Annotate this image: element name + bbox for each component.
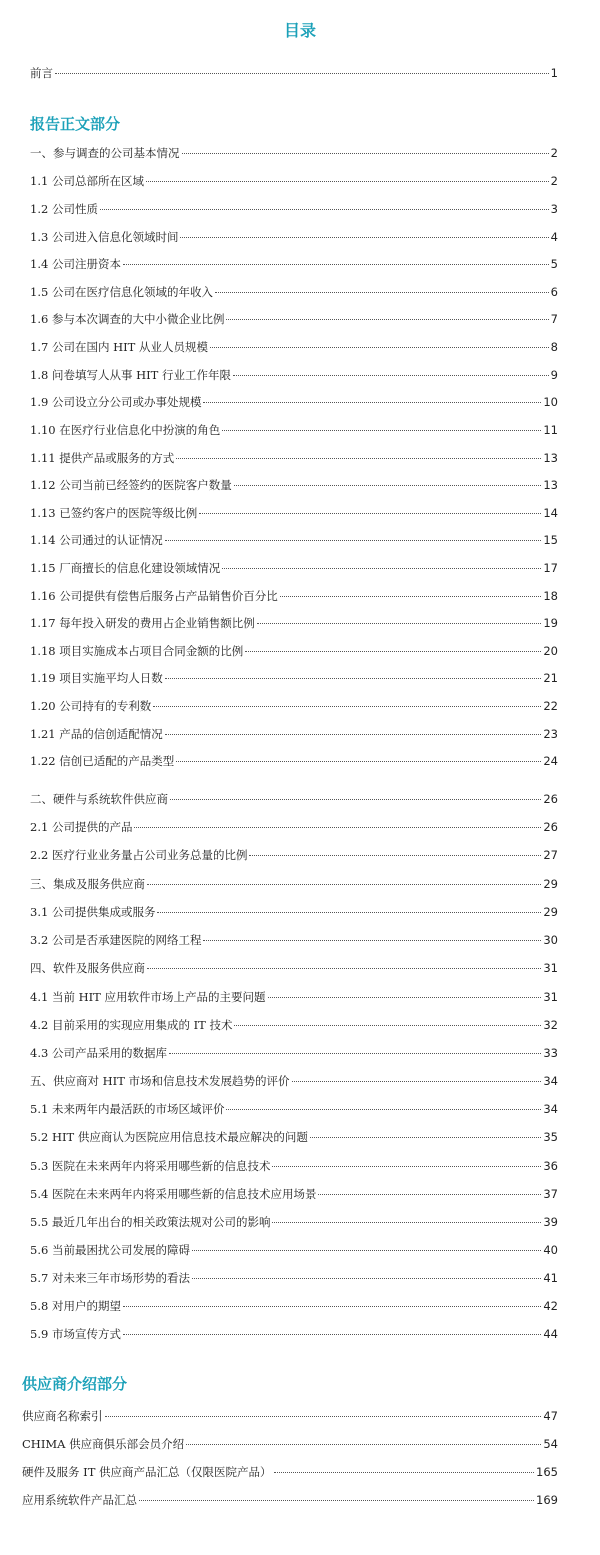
toc-entry-label: 1.4 公司注册资本 [30, 257, 121, 271]
dot-leader [176, 761, 541, 762]
toc-entry[interactable] [30, 960, 558, 976]
toc-entry[interactable] [22, 1464, 558, 1480]
toc-entry[interactable] [30, 670, 558, 686]
toc-entry-label: 1.16 公司提供有偿售后服务占产品销售价百分比 [30, 589, 278, 603]
toc-entry-label: 一、参与调查的公司基本情况 [30, 146, 180, 160]
toc-entry-label: 1.12 公司当前已经签约的医院客户数量 [30, 478, 232, 492]
toc-entry[interactable] [30, 229, 558, 245]
toc-entry-page: 36 [543, 1159, 558, 1173]
toc-entry[interactable] [30, 698, 558, 714]
toc-entry[interactable] [30, 145, 558, 161]
toc-entry-page: 27 [543, 848, 558, 862]
toc-entry-label: 应用系统软件产品汇总 [22, 1493, 137, 1507]
toc-entry-page: 15 [543, 533, 558, 547]
toc-entry-page: 26 [543, 792, 558, 806]
toc-entry[interactable] [30, 311, 558, 327]
toc-entry-label: 1.15 厂商擅长的信息化建设领域情况 [30, 561, 221, 575]
toc-entry-page: 40 [543, 1243, 558, 1257]
dot-leader [292, 1081, 542, 1082]
toc-entry[interactable] [30, 588, 558, 604]
toc-entry-page: 24 [543, 754, 558, 768]
toc-entry-page: 4 [550, 230, 558, 244]
toc-entry[interactable] [30, 339, 558, 355]
toc-entry-page: 11 [543, 423, 558, 437]
toc-entry-label: 1.2 公司性质 [30, 202, 98, 216]
toc-entry-label: 2.1 公司提供的产品 [30, 820, 133, 834]
dot-leader [165, 734, 542, 735]
toc-entry-page: 21 [543, 671, 558, 685]
dot-leader [55, 73, 549, 74]
toc-entry-label: 4.3 公司产品采用的数据库 [30, 1046, 167, 1060]
toc-entry-page: 17 [543, 561, 558, 575]
toc-entry[interactable] [30, 450, 558, 466]
toc-entry-page: 31 [543, 990, 558, 1004]
toc-entry[interactable] [30, 1129, 558, 1145]
toc-entry-page: 169 [536, 1493, 558, 1507]
dot-leader [234, 485, 542, 486]
dot-leader [100, 209, 549, 210]
toc-entry[interactable] [30, 477, 558, 493]
toc-entry-page: 35 [543, 1130, 558, 1144]
toc-entry[interactable] [30, 422, 558, 438]
toc-entry-label: 1.8 问卷填写人从事 HIT 行业工作年限 [30, 368, 231, 382]
toc-entry-page: 5 [550, 257, 558, 271]
dot-leader [134, 827, 541, 828]
dot-leader [165, 678, 542, 679]
dot-leader [203, 402, 541, 403]
toc-entry-label: 五、供应商对 HIT 市场和信息技术发展趋势的评价 [30, 1074, 290, 1088]
toc-entry[interactable] [30, 1298, 558, 1314]
dot-leader [249, 855, 541, 856]
toc-entry-page: 3 [550, 202, 558, 216]
toc-entry-label: 前言 [30, 66, 53, 80]
toc-entry-label: 1.10 在医疗行业信息化中扮演的角色 [30, 423, 221, 437]
toc-entry-page: 26 [543, 820, 558, 834]
dot-leader [182, 153, 549, 154]
dot-leader [139, 1500, 534, 1501]
dot-leader [147, 884, 541, 885]
toc-entry[interactable] [30, 847, 558, 863]
toc-entry-label: 四、软件及服务供应商 [30, 961, 145, 975]
toc-entry-label: 1.3 公司进入信息化领域时间 [30, 230, 179, 244]
toc-entry[interactable] [30, 173, 558, 189]
toc-entry[interactable] [30, 1158, 558, 1174]
dot-leader [318, 1194, 541, 1195]
toc-entry-page: 14 [543, 506, 558, 520]
toc-entry[interactable] [30, 1186, 558, 1202]
toc-entry-page: 19 [543, 616, 558, 630]
toc-entry[interactable] [30, 1017, 558, 1033]
dot-leader [210, 347, 549, 348]
toc-entry-page: 9 [550, 368, 558, 382]
dot-leader [268, 997, 542, 998]
toc-entry[interactable] [22, 1492, 558, 1508]
toc-entry-page: 10 [543, 395, 558, 409]
toc-entry-label: 5.8 对用户的期望 [30, 1299, 121, 1313]
page-title: 目录 [283, 21, 316, 40]
dot-leader [226, 319, 548, 320]
toc-entry-page: 20 [543, 644, 558, 658]
toc-entry-label: 5.4 医院在未来两年内将采用哪些新的信息技术应用场景 [30, 1187, 317, 1201]
toc-entry-page: 31 [543, 961, 558, 975]
toc-entry-label: 1.14 公司通过的认证情况 [30, 533, 163, 547]
toc-entry-label: 三、集成及服务供应商 [30, 877, 145, 891]
toc-entry-label: 5.1 未来两年内最活跃的市场区域评价 [30, 1102, 225, 1116]
section-heading-report-body: 报告正文部分 [30, 115, 121, 133]
toc-entry[interactable] [30, 876, 558, 892]
toc-entry-page: 30 [543, 933, 558, 947]
toc-entry-label: 5.6 当前最困扰公司发展的障碍 [30, 1243, 190, 1257]
toc-entry-label: 4.2 目前采用的实现应用集成的 IT 技术 [30, 1018, 233, 1032]
dot-leader [165, 540, 542, 541]
toc-entry[interactable] [30, 932, 558, 948]
toc-entry-label: 1.22 信创已适配的产品类型 [30, 754, 175, 768]
toc-entry-label: 5.3 医院在未来两年内将采用哪些新的信息技术 [30, 1159, 271, 1173]
dot-leader [233, 375, 549, 376]
toc-entry-label: 1.21 产品的信创适配情况 [30, 727, 163, 741]
toc-entry[interactable] [30, 1270, 558, 1286]
dot-leader [245, 651, 541, 652]
toc-entry-page: 6 [550, 285, 558, 299]
toc-entry-page: 39 [543, 1215, 558, 1229]
toc-entry-label: 硬件及服务 IT 供应商产品汇总（仅限医院产品） [22, 1465, 272, 1479]
dot-leader [272, 1166, 541, 1167]
toc-entry[interactable] [30, 819, 558, 835]
dot-leader [257, 623, 542, 624]
dot-leader [169, 1053, 541, 1054]
dot-leader [176, 458, 541, 459]
dot-leader [192, 1278, 541, 1279]
toc-entry-label: 2.2 医疗行业业务量占公司业务总量的比例 [30, 848, 248, 862]
toc-entry-label: 1.18 项目实施成本占项目合同金额的比例 [30, 644, 244, 658]
toc-entry-label: 5.7 对未来三年市场形势的看法 [30, 1271, 190, 1285]
toc-entry-page: 29 [543, 877, 558, 891]
dot-leader [274, 1472, 535, 1473]
toc-entry-page: 54 [543, 1437, 558, 1451]
toc-entry[interactable] [30, 505, 558, 521]
toc-entry-label: 5.5 最近几年出台的相关政策法规对公司的影响 [30, 1215, 271, 1229]
dot-leader [123, 1334, 541, 1335]
toc-entry-label: 1.1 公司总部所在区域 [30, 174, 144, 188]
toc-entry-page: 47 [543, 1409, 558, 1423]
toc-entry-page: 22 [543, 699, 558, 713]
toc-entry-page: 1 [550, 66, 558, 80]
dot-leader [186, 1444, 541, 1445]
toc-entry[interactable] [30, 726, 558, 742]
dot-leader [146, 181, 549, 182]
toc-entry-page: 13 [543, 478, 558, 492]
dot-leader [147, 968, 541, 969]
dot-leader [226, 1109, 541, 1110]
toc-entry-page: 33 [543, 1046, 558, 1060]
toc-entry-label: 1.20 公司持有的专利数 [30, 699, 152, 713]
dot-leader [123, 264, 549, 265]
toc-entry-label: 1.5 公司在医疗信息化领域的年收入 [30, 285, 213, 299]
dot-leader [199, 513, 541, 514]
toc-entry-label: 1.19 项目实施平均人日数 [30, 671, 163, 685]
toc-entry[interactable] [30, 753, 558, 769]
toc-entry[interactable] [30, 904, 558, 920]
toc-entry-label: 5.9 市场宣传方式 [30, 1327, 121, 1341]
toc-entry-page: 29 [543, 905, 558, 919]
toc-entry[interactable] [30, 284, 558, 300]
toc-entry-label: 3.2 公司是否承建医院的网络工程 [30, 933, 202, 947]
dot-leader [123, 1306, 541, 1307]
toc-entry[interactable] [22, 1436, 558, 1452]
dot-leader [234, 1025, 541, 1026]
toc-entry[interactable] [30, 791, 558, 807]
toc-entry-page: 23 [543, 727, 558, 741]
toc-entry[interactable] [30, 989, 558, 1005]
toc-entry-label: 1.11 提供产品或服务的方式 [30, 451, 175, 465]
toc-entry[interactable] [22, 1408, 558, 1424]
toc-entry-label: 1.6 参与本次调查的大中小微企业比例 [30, 312, 225, 326]
toc-entry-page: 41 [543, 1271, 558, 1285]
toc-entry-page: 34 [543, 1102, 558, 1116]
toc-entry[interactable] [30, 1101, 558, 1117]
toc-entry-page: 7 [550, 312, 558, 326]
dot-leader [280, 596, 542, 597]
toc-entry-label: 3.1 公司提供集成或服务 [30, 905, 156, 919]
dot-leader [222, 430, 541, 431]
toc-entry-page: 2 [550, 174, 558, 188]
toc-entry-page: 8 [550, 340, 558, 354]
toc-entry[interactable] [30, 560, 558, 576]
toc-entry-page: 44 [543, 1327, 558, 1341]
toc-entry[interactable] [30, 1045, 558, 1061]
toc-entry-label: 4.1 当前 HIT 应用软件市场上产品的主要问题 [30, 990, 266, 1004]
dot-leader [192, 1250, 541, 1251]
toc-entry-page: 32 [543, 1018, 558, 1032]
toc-entry-page: 165 [536, 1465, 558, 1479]
toc-entry-page: 34 [543, 1074, 558, 1088]
toc-entry-label: 1.17 每年投入研发的费用占企业销售额比例 [30, 616, 255, 630]
toc-entry[interactable] [30, 615, 558, 631]
toc-entry[interactable] [30, 367, 558, 383]
toc-entry-label: 供应商名称索引 [22, 1409, 103, 1423]
section-heading-vendor-intro: 供应商介绍部分 [22, 1375, 128, 1393]
dot-leader [310, 1137, 542, 1138]
toc-entry[interactable] [30, 1073, 558, 1089]
toc-entry[interactable] [30, 394, 558, 410]
dot-leader [157, 912, 541, 913]
toc-entry-page: 37 [543, 1187, 558, 1201]
dot-leader [222, 568, 541, 569]
dot-leader [170, 799, 541, 800]
toc-entry[interactable] [30, 1326, 558, 1342]
dot-leader [105, 1416, 542, 1417]
toc-entry-label: 1.9 公司设立分公司或办事处规模 [30, 395, 202, 409]
dot-leader [153, 706, 541, 707]
toc-entry[interactable] [30, 1242, 558, 1258]
dot-leader [215, 292, 549, 293]
toc-entry[interactable] [30, 201, 558, 217]
toc-entry-page: 18 [543, 589, 558, 603]
toc-entry-label: 二、硬件与系统软件供应商 [30, 792, 168, 806]
toc-entry-label: 5.2 HIT 供应商认为医院应用信息技术最应解决的问题 [30, 1130, 308, 1144]
toc-entry-label: 1.7 公司在国内 HIT 从业人员规模 [30, 340, 208, 354]
toc-entry[interactable] [30, 643, 558, 659]
dot-leader [180, 237, 548, 238]
toc-entry-label: CHIMA 供应商俱乐部会员介绍 [22, 1437, 185, 1451]
dot-leader [203, 940, 541, 941]
toc-entry-label: 1.13 已签约客户的医院等级比例 [30, 506, 198, 520]
toc-entry-page: 13 [543, 451, 558, 465]
dot-leader [272, 1222, 541, 1223]
toc-entry-foreword[interactable] [30, 65, 558, 81]
toc-entry-page: 2 [550, 146, 558, 160]
toc-entry[interactable] [30, 1214, 558, 1230]
toc-entry-page: 42 [543, 1299, 558, 1313]
toc-entry[interactable] [30, 256, 558, 272]
toc-entry[interactable] [30, 532, 558, 548]
